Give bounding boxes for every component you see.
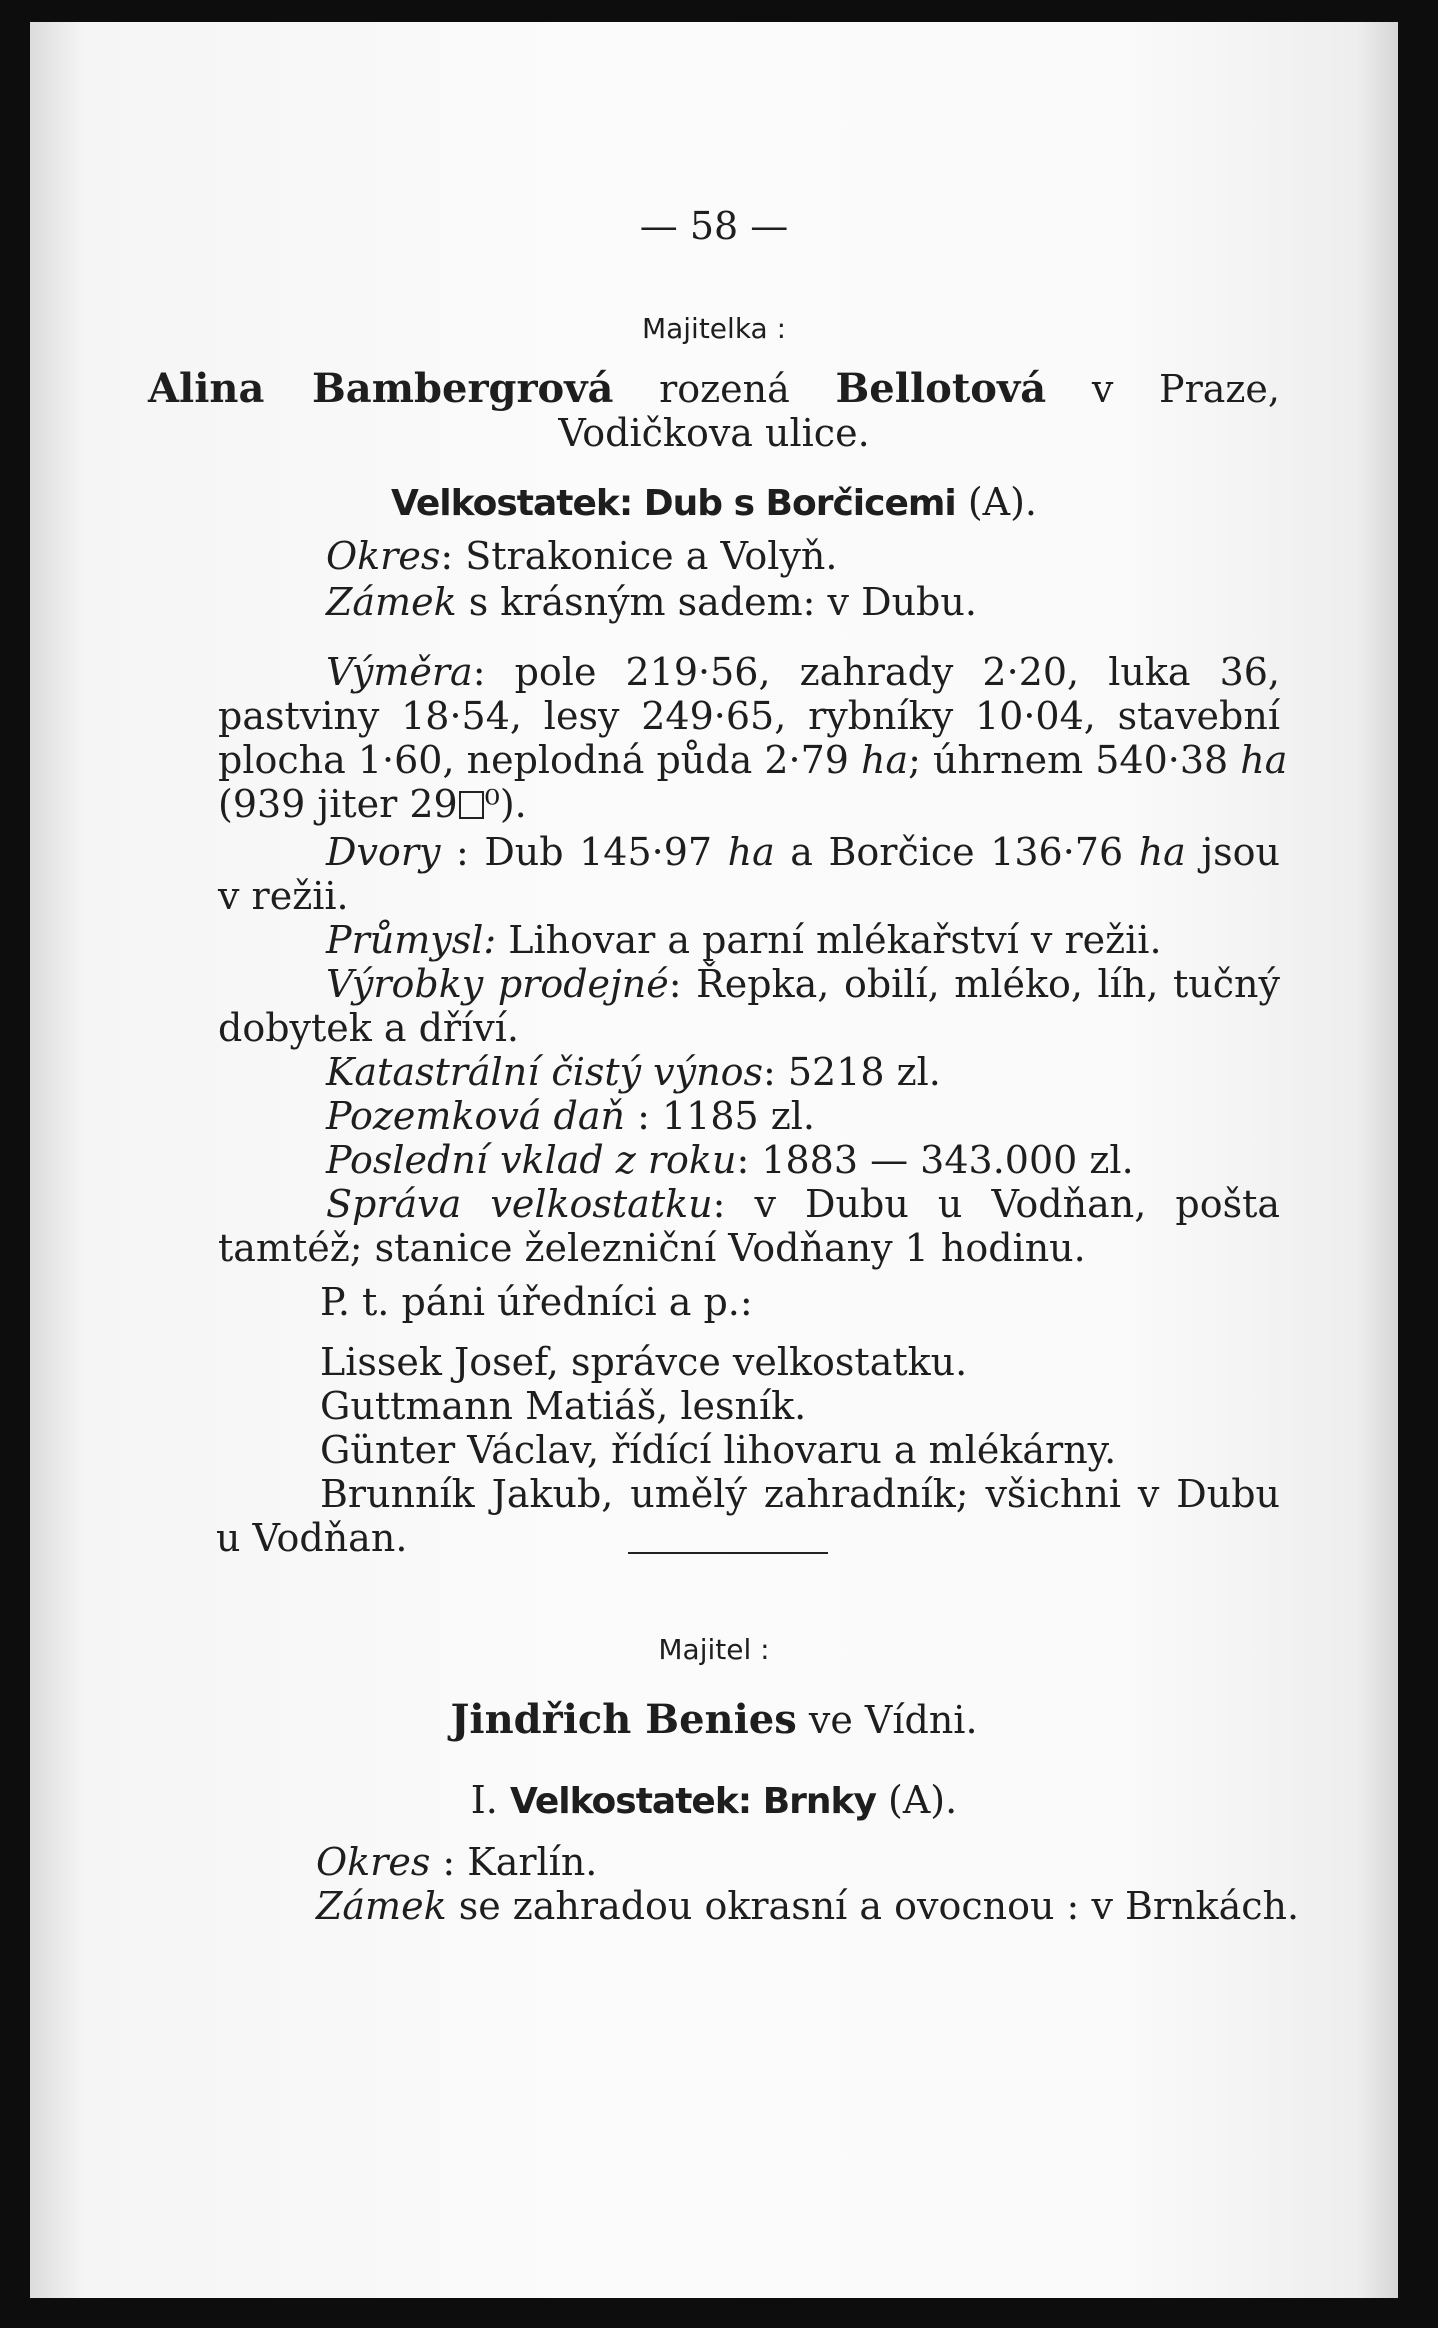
unit-ha: ha: [1240, 738, 1288, 782]
owner-line: [148, 367, 1280, 411]
vymera-text-3a: plocha 1·60, neplodná půda 2·79: [218, 738, 862, 782]
vyrobky-label: Výrobky prodejné: [326, 962, 669, 1006]
official-item: Günter Václav, řídící lihovaru a mlékárny.: [320, 1428, 1117, 1472]
vyrobky-line-1: [326, 962, 1280, 1006]
dvory-line-1: [326, 830, 1280, 874]
page-number: — 58 —: [639, 204, 789, 248]
prumysl-line: [326, 918, 1162, 962]
zamek-text-2: se zahradou okrasní a ovocnou : v Brnkách.: [446, 1884, 1300, 1928]
dan-line: [326, 1094, 815, 1138]
zamek-label-2: Zámek: [316, 1884, 447, 1928]
owner-mid: rozená: [613, 367, 836, 411]
dan-label: Pozemková daň: [326, 1094, 626, 1138]
vklad-label: Poslední vklad z roku: [326, 1138, 737, 1182]
section-divider: [628, 1552, 828, 1554]
dvory-text-b: a Borčice 136·76: [774, 830, 1139, 874]
book-page: [30, 22, 1398, 2298]
sprava-line-2: tamtéž; stanice železniční Vodňany 1 hodinu.: [218, 1226, 1086, 1270]
owner-maiden-name: Bellotová: [835, 365, 1047, 412]
owner-label-2: Majitel :: [658, 1633, 770, 1666]
vymera-line-2: pastviny 18·54, lesy 249·65, rybníky 10·04, stavební: [218, 694, 1280, 738]
square-symbol: [459, 791, 484, 819]
zamek-text: s krásným sadem: v Dubu.: [456, 580, 977, 624]
okres-label: Okres: [326, 534, 441, 578]
estate-mark-2: (A).: [875, 1778, 958, 1822]
okres-line: [326, 534, 837, 578]
vyrobky-line-2: dobytek a dříví.: [218, 1006, 519, 1050]
sprava-label: Správa velkostatku: [326, 1182, 713, 1226]
vymera-line-4: [218, 782, 527, 826]
estate-mark: (A).: [955, 480, 1038, 524]
vymera-text-4b: ⁰).: [484, 782, 527, 826]
officials-heading: P. t. páni úředníci a p.:: [320, 1280, 753, 1324]
owner-street: Vodičkova ulice.: [558, 411, 870, 455]
estate-prefix-2: I.: [470, 1778, 510, 1822]
official-item: Brunník Jakub, umělý zahradník; všichni v Dubu: [320, 1472, 1280, 1516]
unit-ha: ha: [727, 830, 775, 874]
vklad-line: [326, 1138, 1134, 1182]
dan-text: : 1185 zl.: [625, 1094, 816, 1138]
vklad-text: : 1883 — 343.000 zl.: [736, 1138, 1134, 1182]
zamek-label: Zámek: [326, 580, 457, 624]
katastr-text: : 5218 zl.: [762, 1050, 941, 1094]
vymera-line-1: [326, 650, 1280, 694]
vymera-line-3: [218, 738, 1288, 782]
dvory-text-c: jsou: [1185, 830, 1280, 874]
owner-label: Majitelka :: [641, 312, 787, 345]
official-item: Guttmann Matiáš, lesník.: [320, 1384, 807, 1428]
vymera-label: Výměra: [326, 650, 473, 694]
katastr-line: [326, 1050, 941, 1094]
prumysl-text: Lihovar a parní mlékařství v režii.: [496, 918, 1162, 962]
zamek-line-2: [316, 1884, 1299, 1928]
estate-title: [30, 480, 1398, 526]
vymera-text-1: : pole 219·56, zahrady 2·20, luka 36,: [472, 650, 1280, 694]
katastr-label: Katastrální čistý výnos: [326, 1050, 763, 1094]
officials-tail: u Vodňan.: [216, 1516, 408, 1560]
prumysl-label: Průmysl:: [326, 918, 497, 962]
sprava-line-1: [326, 1182, 1280, 1226]
okres-label-2: Okres: [316, 1840, 431, 1884]
estate-name: Velkostatek: Dub s Borčicemi: [390, 483, 956, 524]
official-item: Lissek Josef, správce velkostatku.: [320, 1340, 968, 1384]
dvory-line-2: v režii.: [218, 874, 349, 918]
owner-name: Alina Bambergrová: [148, 365, 614, 412]
okres-text-2: : Karlín.: [430, 1840, 598, 1884]
unit-ha: ha: [1138, 830, 1186, 874]
unit-ha: ha: [861, 738, 909, 782]
owner-city: v Praze,: [1091, 367, 1280, 411]
owner-city-2: ve Vídni.: [796, 1698, 978, 1742]
okres-text: : Strakonice a Volyň.: [440, 534, 838, 578]
dvory-label: Dvory: [326, 830, 441, 874]
owner-name-2: Jindřich Benies: [450, 1696, 797, 1743]
estate-name-2: Velkostatek: Brnky: [509, 1781, 876, 1822]
vymera-text-3b: ; úhrnem 540·38: [908, 738, 1241, 782]
estate-title-2: [30, 1778, 1398, 1824]
vymera-text-4a: (939 jiter 29: [218, 782, 458, 826]
owner-line-2: [30, 1698, 1398, 1742]
zamek-line: [326, 580, 977, 624]
vyrobky-text-1: : Řepka, obilí, mléko, líh, tučný: [668, 962, 1280, 1006]
okres-line-2: [316, 1840, 597, 1884]
dvory-text-a: : Dub 145·97: [440, 830, 728, 874]
sprava-text-1: : v Dubu u Vodňan, pošta: [712, 1182, 1280, 1226]
